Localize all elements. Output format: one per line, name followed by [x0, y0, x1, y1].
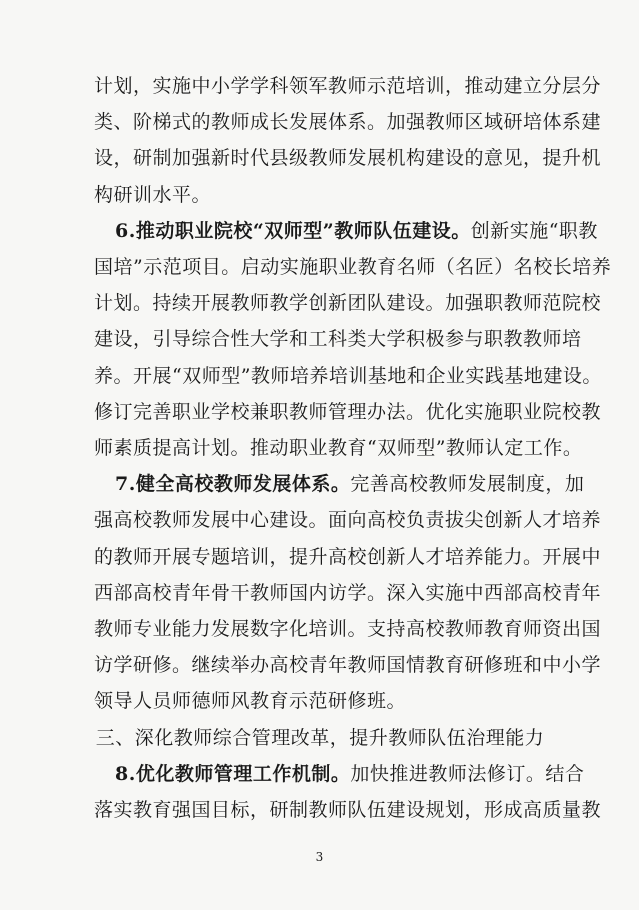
section-6-first-line: [115, 219, 598, 243]
paragraph-line: 师素质提高计划。推动职业教育“双师型”教师认定工作。: [94, 437, 583, 459]
paragraph-line: 建设，引导综合性大学和工科类大学积极参与职教教师培: [94, 328, 582, 350]
paragraph-line: 国培”示范项目。启动实施职业教育名师（名匠）名校长培养: [94, 256, 612, 278]
section-7-title: 7.健全高校教师发展体系。: [115, 473, 351, 495]
section-8-first-line: [115, 762, 585, 786]
section-7-first-line: [115, 472, 585, 496]
paragraph-line: 强高校教师发展中心建设。面向高校负责拔尖创新人才培养: [94, 509, 602, 531]
paragraph-text: 加快推进教师法修订。结合: [350, 763, 585, 785]
paragraph-line: 设，研制加强新时代县级教师发展机构建设的意见，提升机: [94, 147, 602, 169]
page-number: 3: [315, 850, 324, 864]
paragraph-line: 构研训水平。: [94, 184, 212, 206]
section-6-title: 6.推动职业院校“双师型”教师队伍建设。: [115, 220, 471, 242]
paragraph-line: 修订完善职业学校兼职教师管理办法。优化实施职业院校教: [94, 401, 602, 423]
paragraph-line: 落实教育强国目标，研制教师队伍建设规划，形成高质量教: [94, 799, 602, 821]
section-8-title: 8.优化教师管理工作机制。: [115, 763, 351, 785]
paragraph-line: 领导人员师德师风教育示范研修班。: [94, 690, 407, 712]
paragraph-text: 创新实施“职教: [470, 220, 598, 242]
paragraph-line: 计划。持续开展教师教学创新团队建设。加强职教师范院校: [94, 292, 602, 314]
paragraph-line: 的教师开展专题培训，提升高校创新人才培养能力。开展中: [94, 546, 602, 568]
paragraph-line: 养。开展“双师型”教师培养培训基地和企业实践基地建设。: [94, 365, 602, 387]
paragraph-line: 类、阶梯式的教师成长发展体系。加强教师区域研培体系建: [94, 111, 602, 133]
paragraph-line: 访学研修。继续举办高校青年教师国情教育研修班和中小学: [94, 654, 602, 676]
paragraph-line: 计划，实施中小学学科领军教师示范培训，推动建立分层分: [94, 75, 602, 97]
paragraph-line: 教师专业能力发展数字化培训。支持高校教师教育师资出国: [94, 618, 602, 640]
paragraph-line: 西部高校青年骨干教师国内访学。深入实施中西部高校青年: [94, 582, 602, 604]
section-3-heading: 三、深化教师综合管理改革，提升教师队伍治理能力: [95, 727, 545, 749]
paragraph-text: 完善高校教师发展制度，加: [350, 473, 585, 495]
